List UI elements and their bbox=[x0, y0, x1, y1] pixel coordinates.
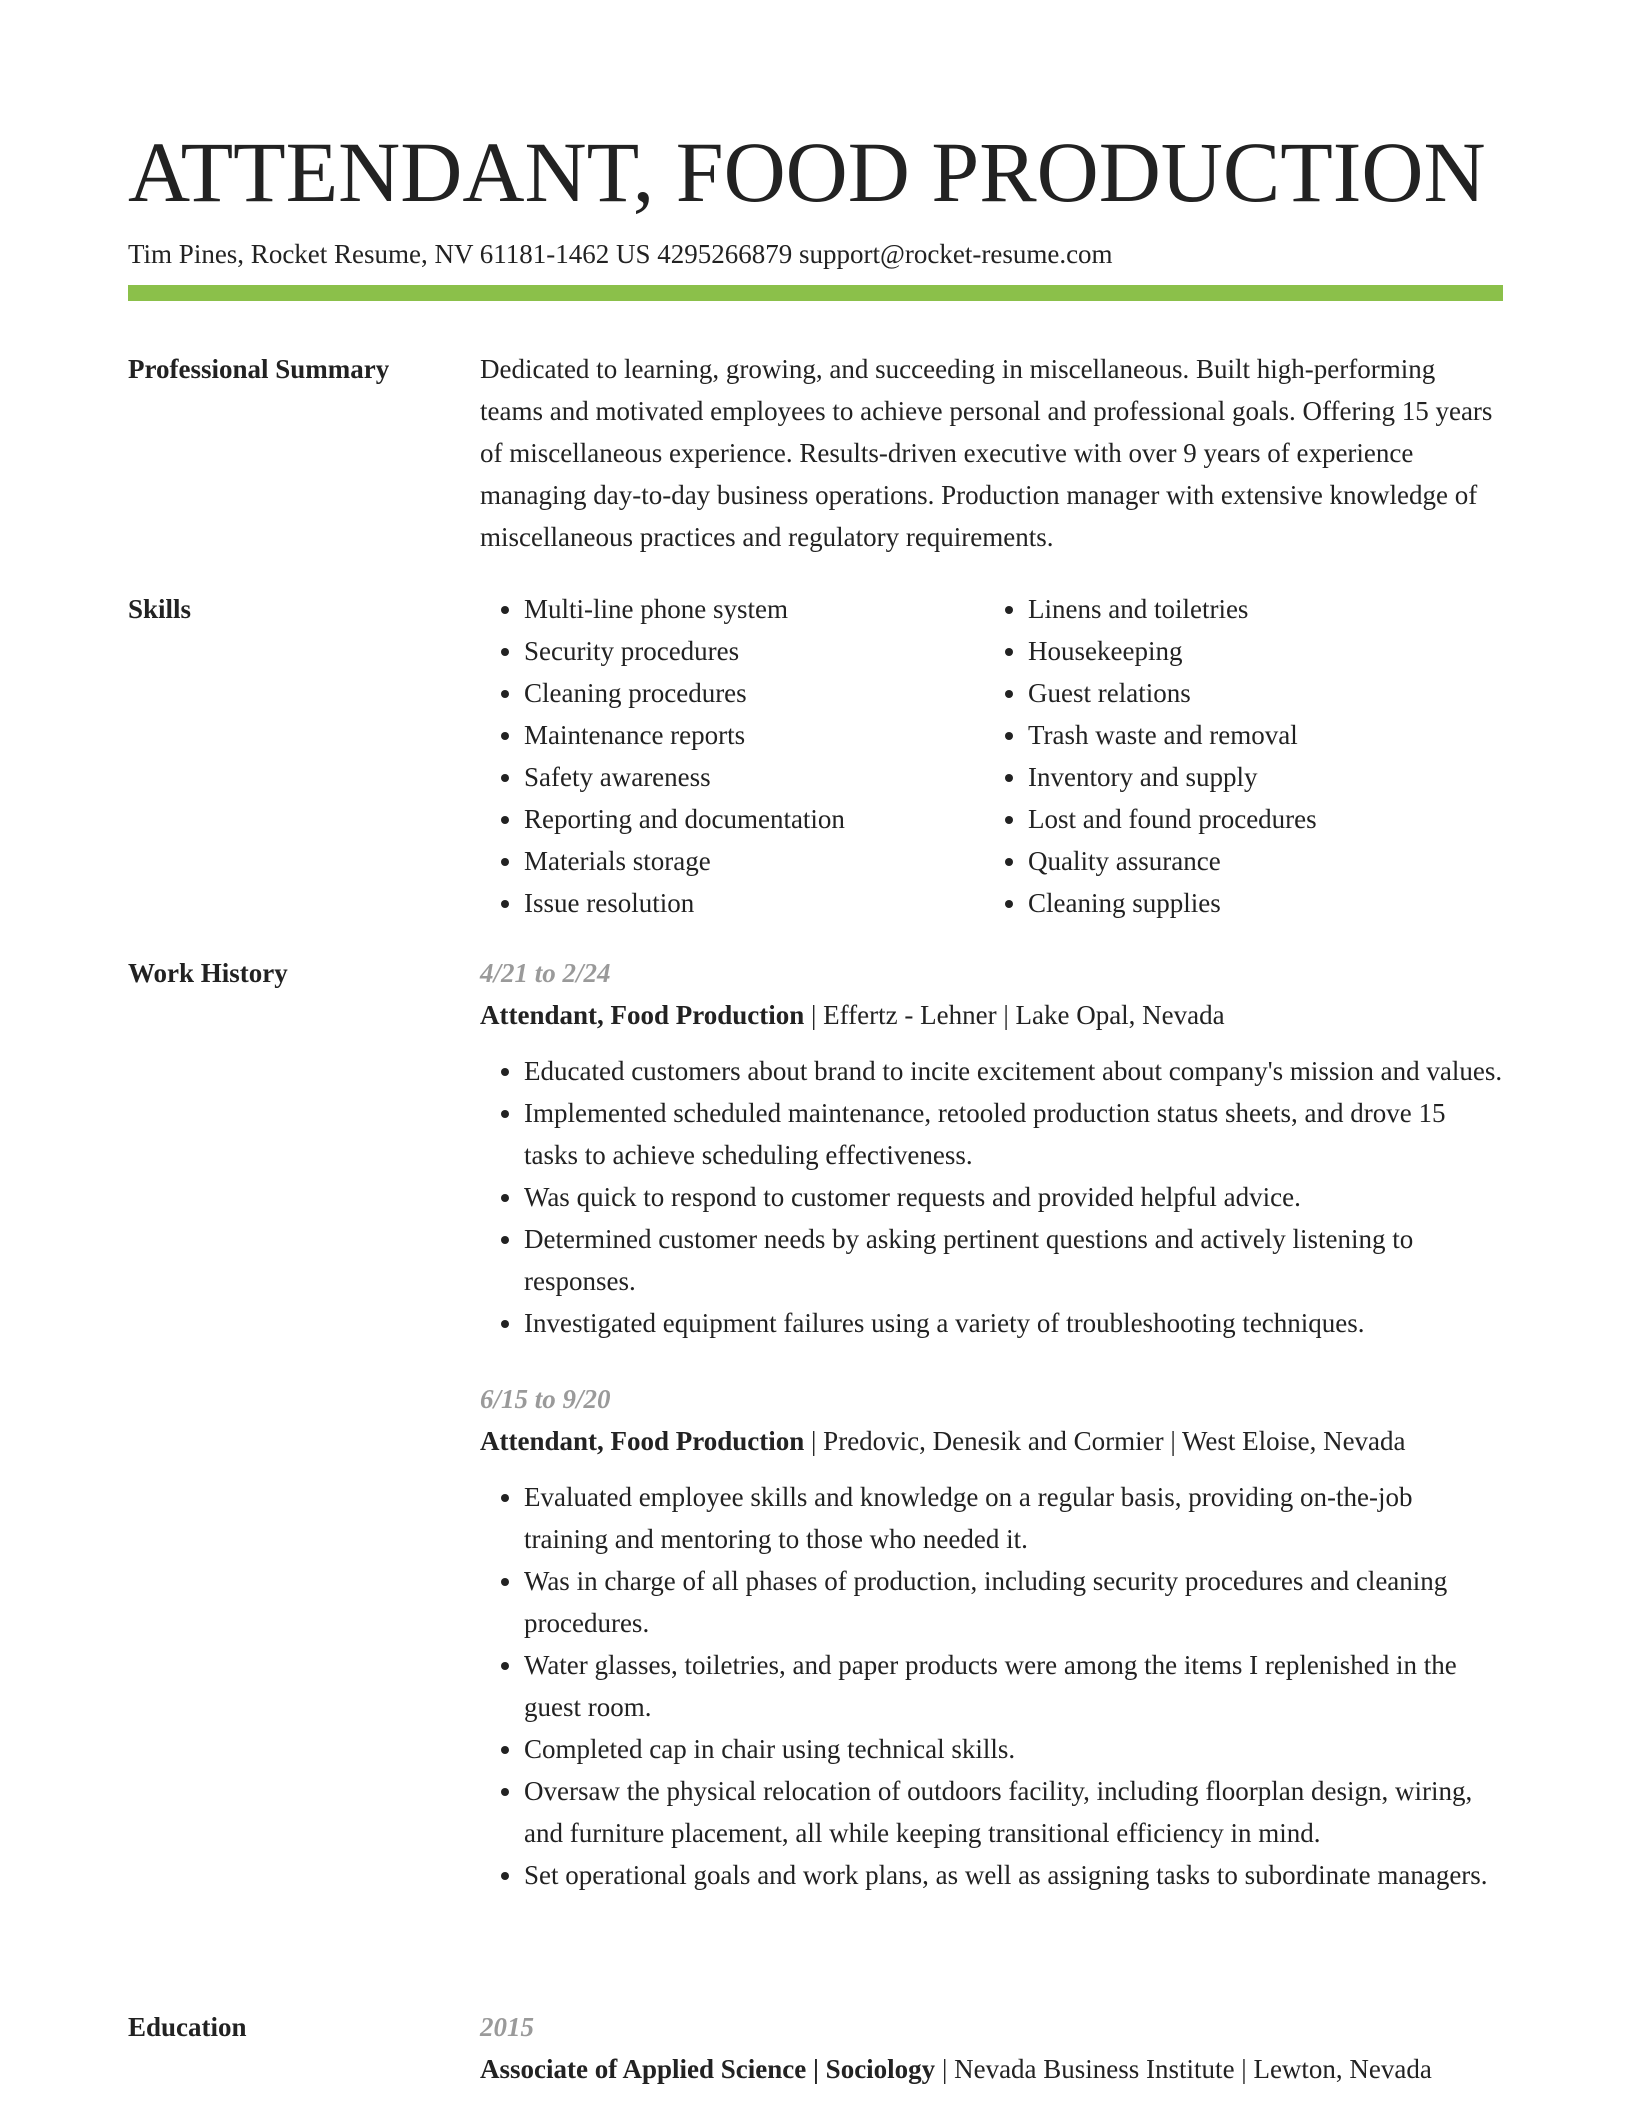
job-title: Attendant, Food Production bbox=[480, 1000, 805, 1030]
skill-item: • Cleaning procedures bbox=[524, 672, 984, 714]
header-divider bbox=[128, 285, 1503, 301]
job-entry bbox=[480, 952, 1503, 1344]
skill-item: • Inventory and supply bbox=[1028, 756, 1488, 798]
job-date: 4/21 to 2/24 bbox=[480, 958, 611, 988]
work-history-heading: Work History bbox=[128, 958, 288, 988]
skill-item: • Maintenance reports bbox=[524, 714, 984, 756]
skill-item: • Trash waste and removal bbox=[1028, 714, 1488, 756]
candidate-title: ATTENDANT, FOOD PRODUCTION bbox=[128, 124, 1486, 220]
contact-info: Tim Pines, Rocket Resume, NV 61181-1462 US 4295266879 support@rocket-resume.com bbox=[128, 239, 1113, 269]
job-bullet: • Implemented scheduled maintenance, retooled production status sheets, and drove 15 tasks to achieve scheduling effectiveness. bbox=[524, 1092, 1503, 1176]
job-date: 6/15 to 9/20 bbox=[480, 1384, 611, 1414]
job-header bbox=[480, 994, 1503, 1036]
skills-list-right bbox=[984, 588, 1488, 924]
job-bullet: • Was quick to respond to customer requests and provided helpful advice. bbox=[524, 1176, 1503, 1218]
education-heading: Education bbox=[128, 2012, 247, 2042]
skill-item: • Security procedures bbox=[524, 630, 984, 672]
skill-item: • Reporting and documentation bbox=[524, 798, 984, 840]
job-entry bbox=[480, 1378, 1503, 1896]
resume-header bbox=[128, 122, 1503, 272]
education-body bbox=[480, 2006, 1503, 2090]
skill-item: • Multi-line phone system bbox=[524, 588, 984, 630]
job-details: | Effertz - Lehner | Lake Opal, Nevada bbox=[804, 1000, 1225, 1030]
education-date: 2015 bbox=[480, 2012, 534, 2042]
skills-body bbox=[480, 588, 1503, 924]
job-bullet: • Investigated equipment failures using a variety of troubleshooting techniques. bbox=[524, 1302, 1503, 1344]
skill-item: • Materials storage bbox=[524, 840, 984, 882]
summary-body bbox=[480, 348, 1503, 558]
job-bullets bbox=[480, 1050, 1503, 1344]
skill-item: • Guest relations bbox=[1028, 672, 1488, 714]
job-details: | Predovic, Denesik and Cormier | West Eloise, Nevada bbox=[804, 1426, 1406, 1456]
education-degree: Associate of Applied Science | Sociology bbox=[480, 2054, 936, 2084]
skill-item: • Quality assurance bbox=[1028, 840, 1488, 882]
job-bullet: • Was in charge of all phases of production, including security procedures and cleaning procedures. bbox=[524, 1560, 1503, 1644]
skill-item: • Cleaning supplies bbox=[1028, 882, 1488, 924]
job-bullets bbox=[480, 1476, 1503, 1896]
education-header bbox=[480, 2048, 1503, 2090]
work-history-body bbox=[480, 952, 1503, 1930]
skill-item: • Safety awareness bbox=[524, 756, 984, 798]
job-bullet: • Water glasses, toiletries, and paper products were among the items I replenished in the guest room. bbox=[524, 1644, 1503, 1728]
job-bullet: • Set operational goals and work plans, as well as assigning tasks to subordinate managers. bbox=[524, 1854, 1503, 1896]
skill-item: • Housekeeping bbox=[1028, 630, 1488, 672]
education-details: | Nevada Business Institute | Lewton, Nevada bbox=[935, 2054, 1432, 2084]
skills-list-left bbox=[480, 588, 984, 924]
summary-heading: Professional Summary bbox=[128, 354, 390, 384]
job-header bbox=[480, 1420, 1503, 1462]
job-bullet: • Evaluated employee skills and knowledge on a regular basis, providing on-the-job training and mentoring to those who needed it. bbox=[524, 1476, 1503, 1560]
skill-item: • Issue resolution bbox=[524, 882, 984, 924]
job-bullet: • Oversaw the physical relocation of outdoors facility, including floorplan design, wiring, and furniture placement, all while keeping transitional efficiency in mind. bbox=[524, 1770, 1503, 1854]
skill-item: • Lost and found procedures bbox=[1028, 798, 1488, 840]
job-bullet: • Completed cap in chair using technical skills. bbox=[524, 1728, 1503, 1770]
skills-columns bbox=[480, 588, 1503, 924]
skill-item: • Linens and toiletries bbox=[1028, 588, 1488, 630]
skills-heading: Skills bbox=[128, 594, 192, 624]
job-bullet: • Educated customers about brand to incite excitement about company's mission and values. bbox=[524, 1050, 1503, 1092]
summary-text: Dedicated to learning, growing, and succeeding in miscellaneous. Built high-performing teams and motivated employees to achieve personal and professional goals. Offering 15 years of miscellaneous experience. Results-driven executive with over 9 years of experience managing day-to-day business operations. Production manager with extensive knowledge of miscellaneous practices and regulatory requirements. bbox=[480, 354, 1493, 552]
job-bullet: • Determined customer needs by asking pertinent questions and actively listening to responses. bbox=[524, 1218, 1503, 1302]
job-title: Attendant, Food Production bbox=[480, 1426, 805, 1456]
